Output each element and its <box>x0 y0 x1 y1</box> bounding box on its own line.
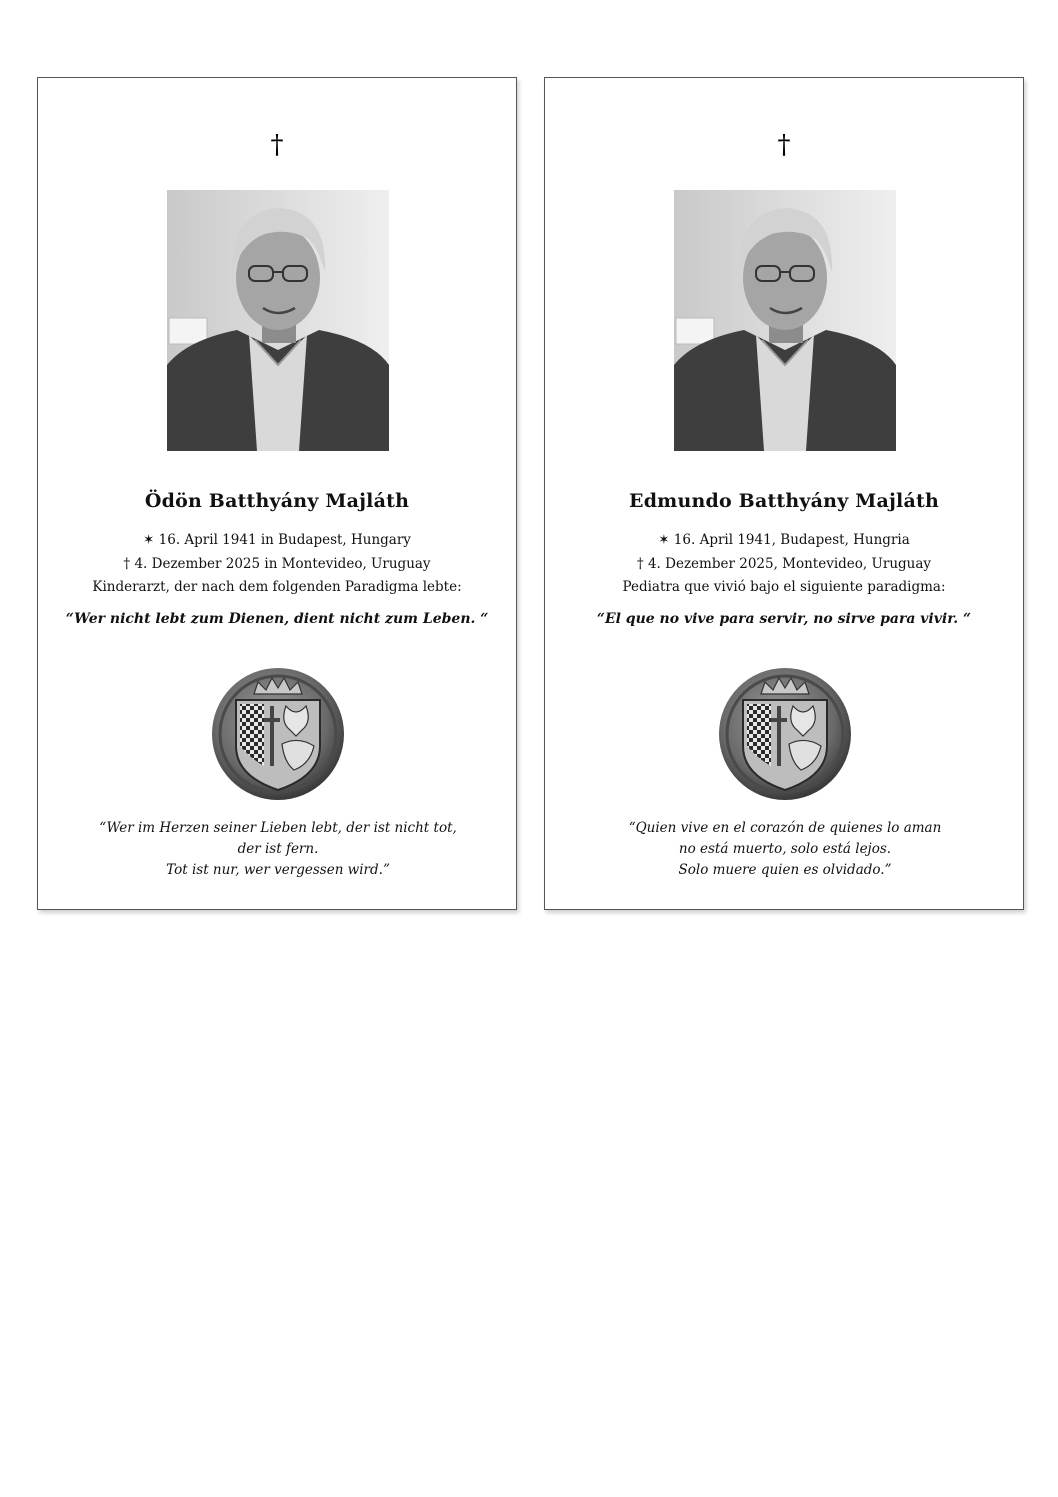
coat-of-arms-seal <box>210 666 346 802</box>
deceased-name: Edmundo Batthyány Majláth <box>629 490 939 512</box>
birth-line: ✶ 16. April 1941 in Budapest, Hungary <box>143 532 411 548</box>
memorial-quote-line-2: no está muerto, solo está lejos. <box>678 841 892 857</box>
coat-of-arms-seal <box>717 666 853 802</box>
death-line: † 4. Dezember 2025, Montevideo, Uruguay <box>636 556 932 572</box>
birth-line: ✶ 16. April 1941, Budapest, Hungria <box>658 532 910 548</box>
memorial-quote-line-2: der ist fern. <box>237 841 319 857</box>
deceased-name: Ödön Batthyány Majláth <box>144 490 410 512</box>
portrait-photo <box>674 190 896 451</box>
memorial-card-spanish <box>544 77 1024 910</box>
death-line: † 4. Dezember 2025 in Montevideo, Uruguay <box>123 556 431 572</box>
cross-icon: † <box>270 130 284 160</box>
memorial-quote-line-1: “Quien vive en el corazón de quienes lo aman <box>628 820 942 836</box>
memorial-quote-line-1: “Wer im Herzen seiner Lieben lebt, der ist nicht tot, <box>99 820 457 836</box>
portrait-photo <box>167 190 389 451</box>
cross-icon: † <box>777 130 791 160</box>
memorial-quote-line-3: Tot ist nur, wer vergessen wird.” <box>166 862 390 878</box>
profession-line: Pediatra que vivió bajo el siguiente paradigma: <box>622 579 946 595</box>
memorial-card-german <box>37 77 517 910</box>
motto-quote: “El que no vive para servir, no sirve para vivir. “ <box>596 611 972 627</box>
memorial-quote-line-3: Solo muere quien es olvidado.” <box>678 862 892 878</box>
profession-line: Kinderarzt, der nach dem folgenden Paradigma lebte: <box>92 579 462 595</box>
motto-quote: “Wer nicht lebt zum Dienen, dient nicht zum Leben. “ <box>65 611 489 627</box>
